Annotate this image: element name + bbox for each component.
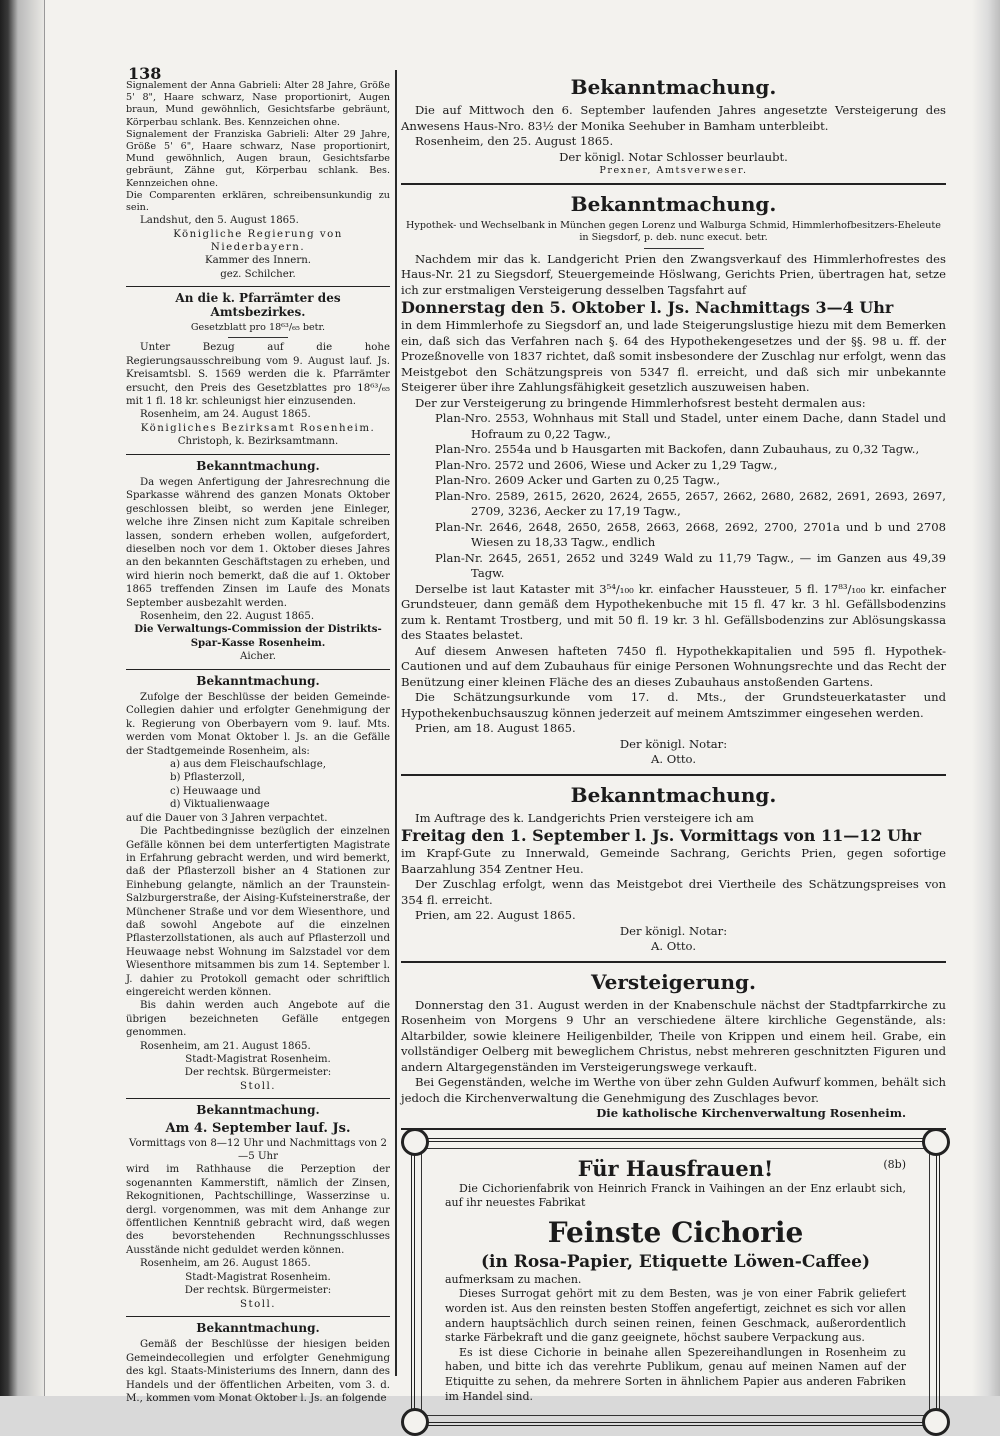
kammerstift-hours: Vormittags von 8—12 Uhr und Nachmittags von 2—5 Uhr (129, 1137, 387, 1163)
versteigerung-heading: Versteigerung. (590, 969, 757, 994)
notar-signature: Der königl. Notar: (619, 736, 728, 751)
otto-signature: A. Otto. (650, 752, 697, 767)
plan-item: Plan-Nro. 2572 und 2606, Wiese und Acker zu 1,29 Tagw., (435, 457, 778, 472)
versteigerung-body-2: Bei Gegenständen, welche im Werthe von über zehn Gulden Aufwurf kommen, behält sich jedoch die Kirchenverwaltung die Genehmigung des Zuschlages bevor. (401, 1075, 946, 1105)
list-item: d) Viktualienwaage (170, 799, 270, 811)
buergermeister-signature: Der rechtsk. Bürgermeister: (184, 1067, 332, 1079)
signalement-franziska: Signalement der Franziska Gabrieli: Alter 29 Jahre, Größe 5' 6", Haare schwarz, Nase proportionirt, Mund gewöhnlich, Augen braun, Gesichtsfarbe gebräunt, Zähne gut, Körperbau schlank. Bes. Kennzeichen ohne. (126, 128, 390, 189)
ad-intro: Die Cichorienfabrik von Heinrich Franck in Vaihingen an der Enz erlaubt sich, auf ihr neuestes Fabrikat (445, 1181, 906, 1210)
magistrat-signature: Stadt-Magistrat Rosenheim. (185, 1054, 331, 1065)
book-binding-shadow (0, 0, 44, 1396)
pfarraemter-heading: An die k. Pfarrämter des Amtsbezirkes. (175, 291, 341, 319)
separator-rule (126, 1098, 390, 1099)
plan-item: Plan-Nro. 2554a und b Hausgarten mit Backofen, dann Zubauhaus, zu 0,32 Tagw., (435, 442, 920, 457)
himmlerhof-body-2: in dem Himmlerhofe zu Siegsdorf an, und lade Steigerungslustige hiezu mit dem Bemerken ein, daß sich das Verfahren nach §. 64 des Hypothekengesetzes und der §§. 98 u. ff. der Prozeßnovelle von 1837 richtet, daß somit insbesondere der Zuschlag nur erfolgt, wenn das Meistgebot den Schätzungspreis von 5347 fl. erreicht, und daß sich mir unbekannte Steigerer über ihre Zahlungsfähigkeit gesetzlich auszuweisen haben. (401, 318, 946, 395)
short-rule (644, 248, 704, 249)
notar-signature: Der königl. Notar: (619, 923, 728, 938)
ad-product-name: Feinste Cichorie (547, 1215, 804, 1249)
plan-item: Plan-Nro. 2553, Wohnhaus mit Stall und Stadel, unter einem Dache, dann Stadel und Hofraum zu 0,22 Tagw., (435, 411, 946, 441)
heu-date-line: Freitag den 1. September l. Js. Vormittags von 11—12 Uhr (401, 826, 922, 846)
heu-body-3: Der Zuschlag erfolgt, wenn das Meistgebot drei Viertheile des Schätzungspreises von 354 fl. erreicht. (401, 877, 946, 907)
separator-rule (126, 669, 390, 670)
left-column (126, 80, 390, 1405)
heu-body-1: Im Auftrage des k. Landgerichts Prien versteigere ich am (415, 810, 754, 825)
plan-item: Plan-Nr. 2645, 2651, 2652 und 3249 Wald zu 11,79 Tagw., — im Ganzen aus 49,39 Tagw. (435, 550, 946, 581)
page-fold-line (44, 0, 45, 1396)
himmlerhof-body-3: Der zur Versteigerung zu bringende Himmlerhofsrest besteht dermalen aus: (415, 395, 866, 410)
himmlerhof-body-1: Nachdem mir das k. Landgericht Prien den Zwangsverkauf des Himmlerhofrestes des Haus-Nr. 21 zu Siegsdorf, Steuergemeinde Höslwang, Gerichts Prien, übertragen hat, setze ich zur erstmaligen Versteigerung desselben Tagsfahrt auf (401, 251, 946, 297)
versteigerung-body-1: Donnerstag den 31. August werden in der Knabenschule nächst der Stadtpfarrkirche zu Rosenheim von Morgens 9 Uhr an verschiedene ältere kirchliche Gegenstände, als: Altarbilder, sowie kleinere Heiligenbilder, Theile von Krippen und einem heil. Grabe, ein vollständiger Oelberg mit beweglichem Christus, nebst mehreren geschnitzten Figuren und andern Altargegenständen im Versteigerungswege verkauft. (401, 997, 946, 1074)
gefaelle-body: Zufolge der Beschlüsse der beiden Gemeinde-Collegien dahier und erfolgter Genehmigung der k. Regierung von Oberbayern vom 9. lauf. Mts. werden vom Monat Oktober l. Js. an die Gefälle der Stadtgemeinde Rosenheim, als: (126, 692, 390, 757)
heu-date: Prien, am 22. August 1865. (415, 908, 576, 923)
gefaelle-list (126, 758, 390, 812)
kammerstift-date: Rosenheim, am 26. August 1865. (140, 1258, 311, 1270)
signalement-anna: Signalement der Anna Gabrieli: Alter 28 Jahre, Größe 5' 8", Haare schwarz, Nase proportionirt, Augen braun, Mund gewöhnlich, Gesichtsfarbe gebräunt, Körperbau schlank. Bes. Kennzeichen ohne. (126, 80, 390, 128)
comparenten-note: Die Comparenten erklären, schreibensunkundig zu sein. (126, 189, 390, 214)
list-item: b) Pflasterzoll, (170, 772, 245, 784)
pfarraemter-body: Unter Bezug auf die hohe Regierungsausschreibung vom 9. August lauf. Js. Kreisamtsbl. S. 1569 werden die k. Pfarrämter ersucht, den Preis des Gesetzblattes pro 18⁶³/₆₅ mit 1 fl. 18 kr. schleunigst hier einzusenden. (126, 342, 390, 407)
stoll-signature: Stoll. (240, 1080, 276, 1092)
gefaelle-date: Rosenheim, am 21. August 1865. (140, 1040, 311, 1052)
ornament-corner (922, 1408, 950, 1436)
page-number: 138 (128, 64, 162, 83)
landshut-date: Landshut, den 5. August 1865. (140, 215, 299, 227)
bamham-date: Rosenheim, den 25. August 1865. (415, 134, 614, 148)
page-edge-shadow (972, 0, 1000, 1396)
sparkasse-body: Da wegen Anfertigung der Jahresrechnung die Sparkasse während des ganzen Monats Oktober geschlossen bleibt, so werden jene Einleger, welche ihre Zinsen nicht zum Kapitale schreiben lassen, sondern erheben wollen, aufgefordert, dieselben noch vor dem 1. Oktober dieses Jahres an den bekannten Geschäftstagen zu erheben, und wird hierin noch bemerkt, daß die auf 1. Oktober 1865 treffenden Zinsen im Laufe des Monats September ausbezahlt werden. (126, 476, 390, 609)
heu-body-2: im Krapf-Gute zu Innerwald, Gemeinde Sachrang, Gerichts Prien, gegen sofortige Baarzahlung 354 Zentner Heu. (401, 846, 946, 876)
kirchenverwaltung-signature: Die katholische Kirchenverwaltung Rosenheim. (596, 1106, 906, 1121)
kammer-signature: Kammer des Innern. (204, 255, 311, 267)
separator-rule (401, 183, 946, 185)
sparkasse-signature: Die Verwaltungs-Commission der Distrikts-Spar-Kasse Rosenheim. (134, 623, 382, 649)
ad-product-subtitle: (in Rosa-Papier, Etiquette Löwen-Caffee) (480, 1251, 871, 1272)
stoll-signature: Stoll. (240, 1298, 276, 1310)
pfarraemter-date: Rosenheim, am 24. August 1865. (140, 409, 311, 421)
separator-rule (401, 961, 946, 963)
himmlerhof-body-6: Die Schätzungsurkunde vom 17. d. Mts., der Grundsteuerkataster und Hypothekenbuchsauszug können jederzeit auf meinem Amtszimmer eingesehen werden. (401, 690, 946, 720)
himmlerhof-heading: Bekanntmachung. (570, 192, 777, 217)
bamham-heading: Bekanntmachung. (570, 75, 777, 99)
himmlerhof-subheading: Hypothek- und Wechselbank in München gegen Lorenz und Walburga Schmid, Himmlerhofbesitzers-Eheleute in Siegsdorf, p. deb. nunc execut. betr. (406, 220, 941, 244)
gemeindecollegien-heading: Bekanntmachung. (196, 1320, 320, 1335)
himmlerhof-date-line: Donnerstag den 5. Oktober l. Js. Nachmittags 3—4 Uhr (401, 298, 894, 318)
magistrat-signature: Stadt-Magistrat Rosenheim. (185, 1271, 331, 1283)
schilcher-signature: gez. Schilcher. (220, 268, 296, 280)
ad-body-2: Dieses Surrogat gehört mit zu dem Besten, was je von einer Fabrik geliefert worden ist. Aus den reinsten besten Stoffen angefertigt, zeichnet es sich vor allen andern hauptsächlich durch seinen reinen, feinen Geschmack, außerordentlich starke Färbekraft und die ganz geeignete, höchst saubere Verpackung aus. (445, 1287, 906, 1345)
list-item: a) aus dem Fleischaufschlage, (170, 759, 326, 771)
cichorie-advertisement (411, 1138, 940, 1427)
regierung-signature: Königliche Regierung von Niederbayern. (173, 228, 343, 254)
plan-item: Plan-Nro. 2609 Acker und Garten zu 0,25 Tagw., (435, 473, 721, 488)
separator-rule (401, 774, 946, 776)
plan-item: Plan-Nr. 2646, 2648, 2650, 2658, 2663, 2668, 2692, 2700, 2701a und b und 2708 Wiesen zu 18,33 Tagw., endlich (435, 519, 946, 550)
short-rule (228, 337, 288, 338)
pfarraemter-subheading: Gesetzblatt pro 18⁶³/₆₅ betr. (190, 322, 326, 334)
sparkasse-date: Rosenheim, den 22. August 1865. (140, 611, 315, 622)
aicher-signature: Aicher. (240, 651, 276, 663)
ornament-corner (401, 1408, 429, 1436)
himmlerhof-body-4: Derselbe ist laut Kataster mit 3⁵⁴/₁₀₀ kr. einfacher Haussteuer, 5 fl. 17⁸³/₁₀₀ kr. einfacher Grundsteuer, dann gemäß dem Hypothekenbuche mit 15 fl. 47 kr. 3 hl. Gefällsbodenzins zum k. Rentamt Trostberg, und mit 50 fl. 19 kr. 3 hl. Gefällsbodenzins zur Ablösungskassa des Staates belastet. (401, 581, 946, 643)
kammerstift-body: wird im Rathhause die Perzeption der sogenannten Kammerstift, nämlich der Zinsen, Rekognitionen, Pachtschillinge, Wasserzinse u. dergl. vorgenommen, was mit dem Anhange zur öffentlichen Kenntniß gebracht wird, daß wegen des bevorstehenden Rechnungsschlusses Ausstände nicht geduldet werden können. (126, 1164, 390, 1256)
bamham-body: Die auf Mittwoch den 6. September laufenden Jahres angesetzte Versteigerung des Anwesens Haus-Nro. 83½ der Monika Seehuber in Bamham unterbleibt. (401, 103, 946, 133)
schlosser-signature: Der königl. Notar Schlosser beurlaubt. (559, 149, 788, 164)
list-item: c) Heuwaage und (170, 785, 261, 797)
gefaelle-body-4: Bis dahin werden auch Angebote auf die übrigen bezeichneten Gefälle entgegen genommen. (126, 1000, 390, 1039)
bezirksamt-signature: Königliches Bezirksamt Rosenheim. (140, 422, 376, 434)
gemeindecollegien-body: Gemäß der Beschlüsse der hiesigen beiden Gemeindecollegien und erfolgter Genehmigung des kgl. Staats-Ministeriums des Innern, dann des Handels und der öffentlichen Arbeiten, vom 3. d. M., kommen vom Monat Oktober l. Js. an folgende (126, 1339, 390, 1404)
ad-body-3: Es ist diese Cichorie in beinahe allen Spezereihandlungen in Rosenheim zu haben, und bitte ich das verehrte Publikum, genau auf meinen Namen auf der Etiquitte zu sehen, da mehrere Sorten in ähnlichem Papier aus anderen Fabriken im Handel sind. (445, 1345, 906, 1403)
plan-item: Plan-Nro. 2589, 2615, 2620, 2624, 2655, 2657, 2662, 2680, 2682, 2691, 2693, 2697, 2709, 3236, Aecker zu 17,19 Tagw., (435, 488, 946, 519)
right-column (401, 72, 946, 1426)
separator-rule (126, 454, 390, 455)
ad-reference: (8b) (883, 1157, 906, 1171)
gefaelle-heading: Bekanntmachung. (196, 673, 320, 688)
kammerstift-heading: Bekanntmachung. (196, 1103, 320, 1118)
sparkasse-heading: Bekanntmachung. (196, 458, 320, 473)
prexner-signature: Prexner, Amtsverweser. (599, 165, 748, 176)
ad-body-1: aufmerksam zu machen. (445, 1272, 582, 1286)
separator-rule (126, 1316, 390, 1317)
column-divider (395, 70, 397, 1376)
ad-title: Für Hausfrauen! (577, 1155, 774, 1181)
separator-rule (126, 286, 390, 287)
otto-signature: A. Otto. (650, 939, 697, 954)
christoph-signature: Christoph, k. Bezirksamtmann. (177, 436, 339, 448)
kammerstift-date-line: Am 4. September lauf. Js. (165, 1120, 351, 1136)
buergermeister-signature: Der rechtsk. Bürgermeister: (184, 1285, 332, 1297)
ornament-corner (922, 1128, 950, 1156)
himmlerhof-body-5: Auf diesem Anwesen hafteten 7450 fl. Hypothekkapitalien und 595 fl. Hypothek-Cautionen und auf dem Zubauhaus für einige Personen Wohnungsrechte und das Recht der Benützung einer kleinen Fläche des an dieses Zubauhaus anstoßenden Gartens. (401, 643, 946, 689)
ornament-corner (401, 1128, 429, 1156)
himmlerhof-date: Prien, am 18. August 1865. (415, 721, 576, 736)
separator-rule (401, 1128, 946, 1130)
gefaelle-body-3: Die Pachtbedingnisse bezüglich der einzelnen Gefälle können bei dem unterfertigten Magistrate in Erfahrung gebracht werden, und wird bemerkt, daß der Pflasterzoll bisher an 4 Stationen zur Einhebung gelangte, nämlich an der Traunstein-Salzburgerstraße, der Aising-Kufsteinerstraße, der Münchener Straße und vor dem Wiesenthore, und daß sowohl Angebote auf die einzelnen Pflasterzollstationen, als auch auf Pflasterzoll und Heuwaage nebst Wohnung im Salzstadel vor dem Wiesenthore mitsammen bis zum 14. September l. J. dahier zu Protokoll gemacht oder schriftlich eingereicht werden können. (126, 826, 390, 998)
gefaelle-body-2: auf die Dauer von 3 Jahren verpachtet. (126, 812, 328, 824)
heu-heading: Bekanntmachung. (570, 782, 777, 807)
